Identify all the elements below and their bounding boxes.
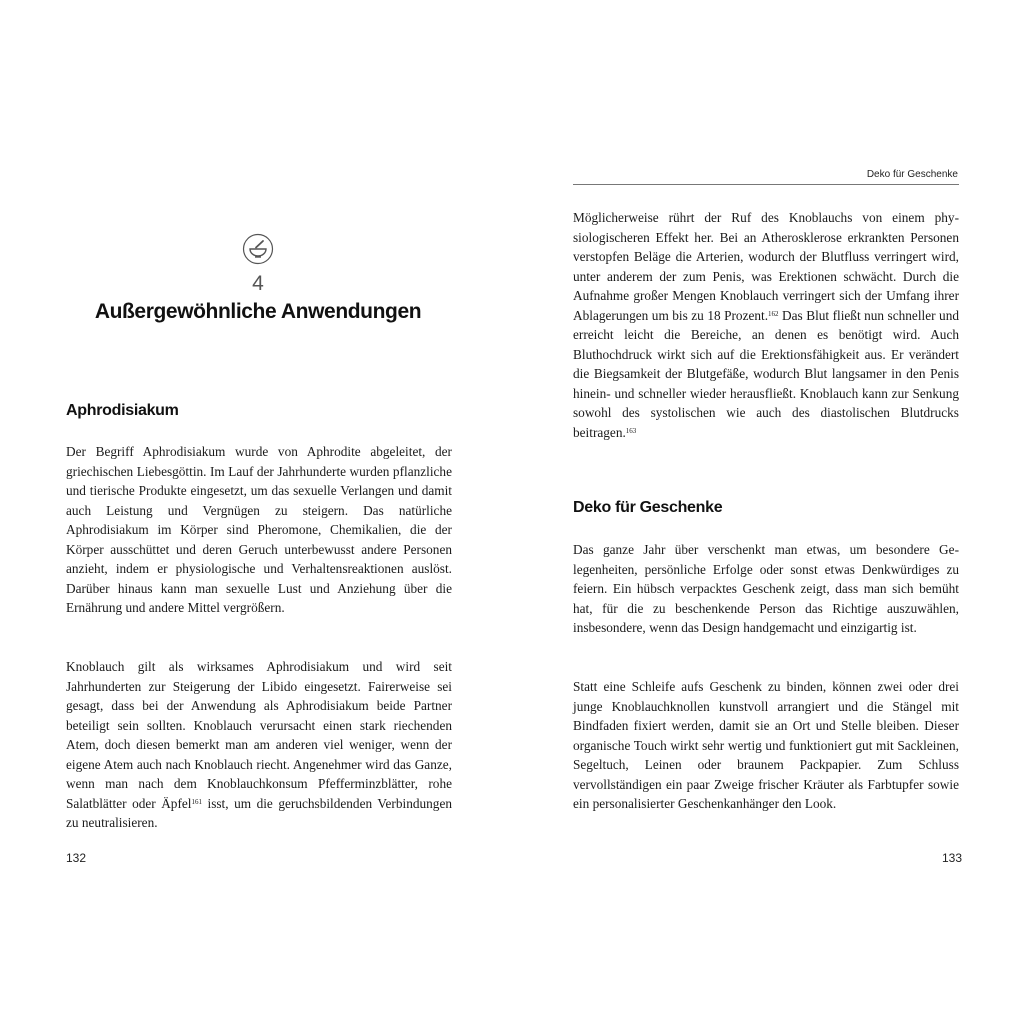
mortar-pestle-icon xyxy=(242,233,274,265)
footnote-marker: 161 xyxy=(191,797,202,806)
page-number: 133 xyxy=(942,851,963,865)
paragraph-text: Knoblauch gilt als wirksames Aphrodisiakum und wird seit Jahrhunderten zur Steigerung der Libido eingesetzt. Fairerweise sei gesagt, dass bei der Anwendung als Aphrodisiakum beide Partner beteiligt sein sollten. Knoblauch verursacht einen stark riechenden Atem, doch diesen bemerkt man am anderen viel weniger, wenn der eigene Atem auch nach Knoblauch riecht. Angenehmer wird das Ganze, wenn man nach dem Knoblauchkonsum Pfefferminzblätter, rohe Salatblätter oder Äpfel xyxy=(66,659,452,811)
chapter-title: Außergewöhnliche Anwendungen xyxy=(94,300,422,323)
paragraph-text: Möglicherweise rührt der Ruf des Knoblauchs von einem physiologischeren Effekt her. Bei an Atherosklerose erkrankten Personen verstopfen Beläge die Arterien, wodurch der Blutfluss verringert wird, unter anderem der zum Penis, was Erektionen schwächt. Durch die Aufnahme großer Mengen Knoblauch verringert sich der Umfang ihrer Ablagerungen um bis zu 18 Prozent. xyxy=(573,210,959,323)
paragraph-text: Das Blut fließt nun schneller und erreicht leicht die Bereiche, an denen es benötigt wird. Auch Bluthochdruck wirkt sich auf die Erektionsfähigkeit aus. Er verändert die Biegsamkeit der Blutgefäße, wodurch Blut langsamer in den Penis hinein- und schneller wieder herausfließt. Knoblauch kann zur Senkung sowohl des systolischen wie auch des diastolischen Blutdrucks beitragen. xyxy=(573,307,959,440)
footnote-marker: 163 xyxy=(625,426,637,435)
header-rule xyxy=(573,184,959,185)
paragraph-aphrodisiakum-1: Der Begriff Aphrodisiakum wurde von Aphrodite abgeleitet, der griechischen Liebesgöttin. Im Lauf der Jahrhunderte wurden pflanzliche und tierische Produkte eingesetzt, um das sexuelle Verlangen und damit auch Leistung und Vergnügen zu steigern. Das natürliche Aphrodisiakum im Körper sind Pheromone, Chemikalien, die der Körper ausschüttet und deren Geruch unterbewusst andere Personen anzieht, indem er physiologische und Verhaltensreaktionen auslöst. Darüber hinaus kann man sexuelle Lust und Anziehung über die Ernährung und andere Mittel vergrößern. xyxy=(66,444,452,615)
section-heading-deko: Deko für Geschenke xyxy=(573,499,723,516)
paragraph-text: isst, um die geruchsbildenden Verbindungen zu neutralisieren. xyxy=(66,795,452,830)
footnote-marker: 162 xyxy=(768,309,779,318)
paragraph-deko-2: Statt eine Schleife aufs Geschenk zu binden, können zwei oder drei junge Knoblauchknollen kunstvoll arrangiert und die Stängel mit Bindfaden fixiert werden, damit sie an Ort und Stelle bleiben. Dieser organische Touch wirkt sehr wertig und funktioniert gut mit Sackleinen, Segeltuch, Leinen oder braunem Packpapier. Zum Schluss vervollständigen ein paar Zweige frischer Kräuter als Farbtupfer sowie ein personalisierter Geschenkanhänger den Look. xyxy=(573,679,959,811)
section-heading-aphrodisiakum: Aphrodisiakum xyxy=(66,402,179,419)
paragraph-aphrodisiakum-2 xyxy=(66,657,452,833)
chapter-number: 4 xyxy=(252,272,264,295)
paragraph-erektion xyxy=(573,208,959,442)
running-head: Deko für Geschenke xyxy=(866,169,958,180)
page-number: 132 xyxy=(66,851,87,865)
paragraph-deko-1: Das ganze Jahr über verschenkt man etwas, um besondere Gelegenheiten, persönliche Erfolge oder sonst etwas Denkwürdiges zu feiern. Ein hübsch verpacktes Geschenk zeigt, dass man sich bemüht hat, für die zu beschenkende Person das Richtige auszuwählen, insbesondere, wenn das Design handgemacht und einzigartig ist. xyxy=(573,542,959,635)
